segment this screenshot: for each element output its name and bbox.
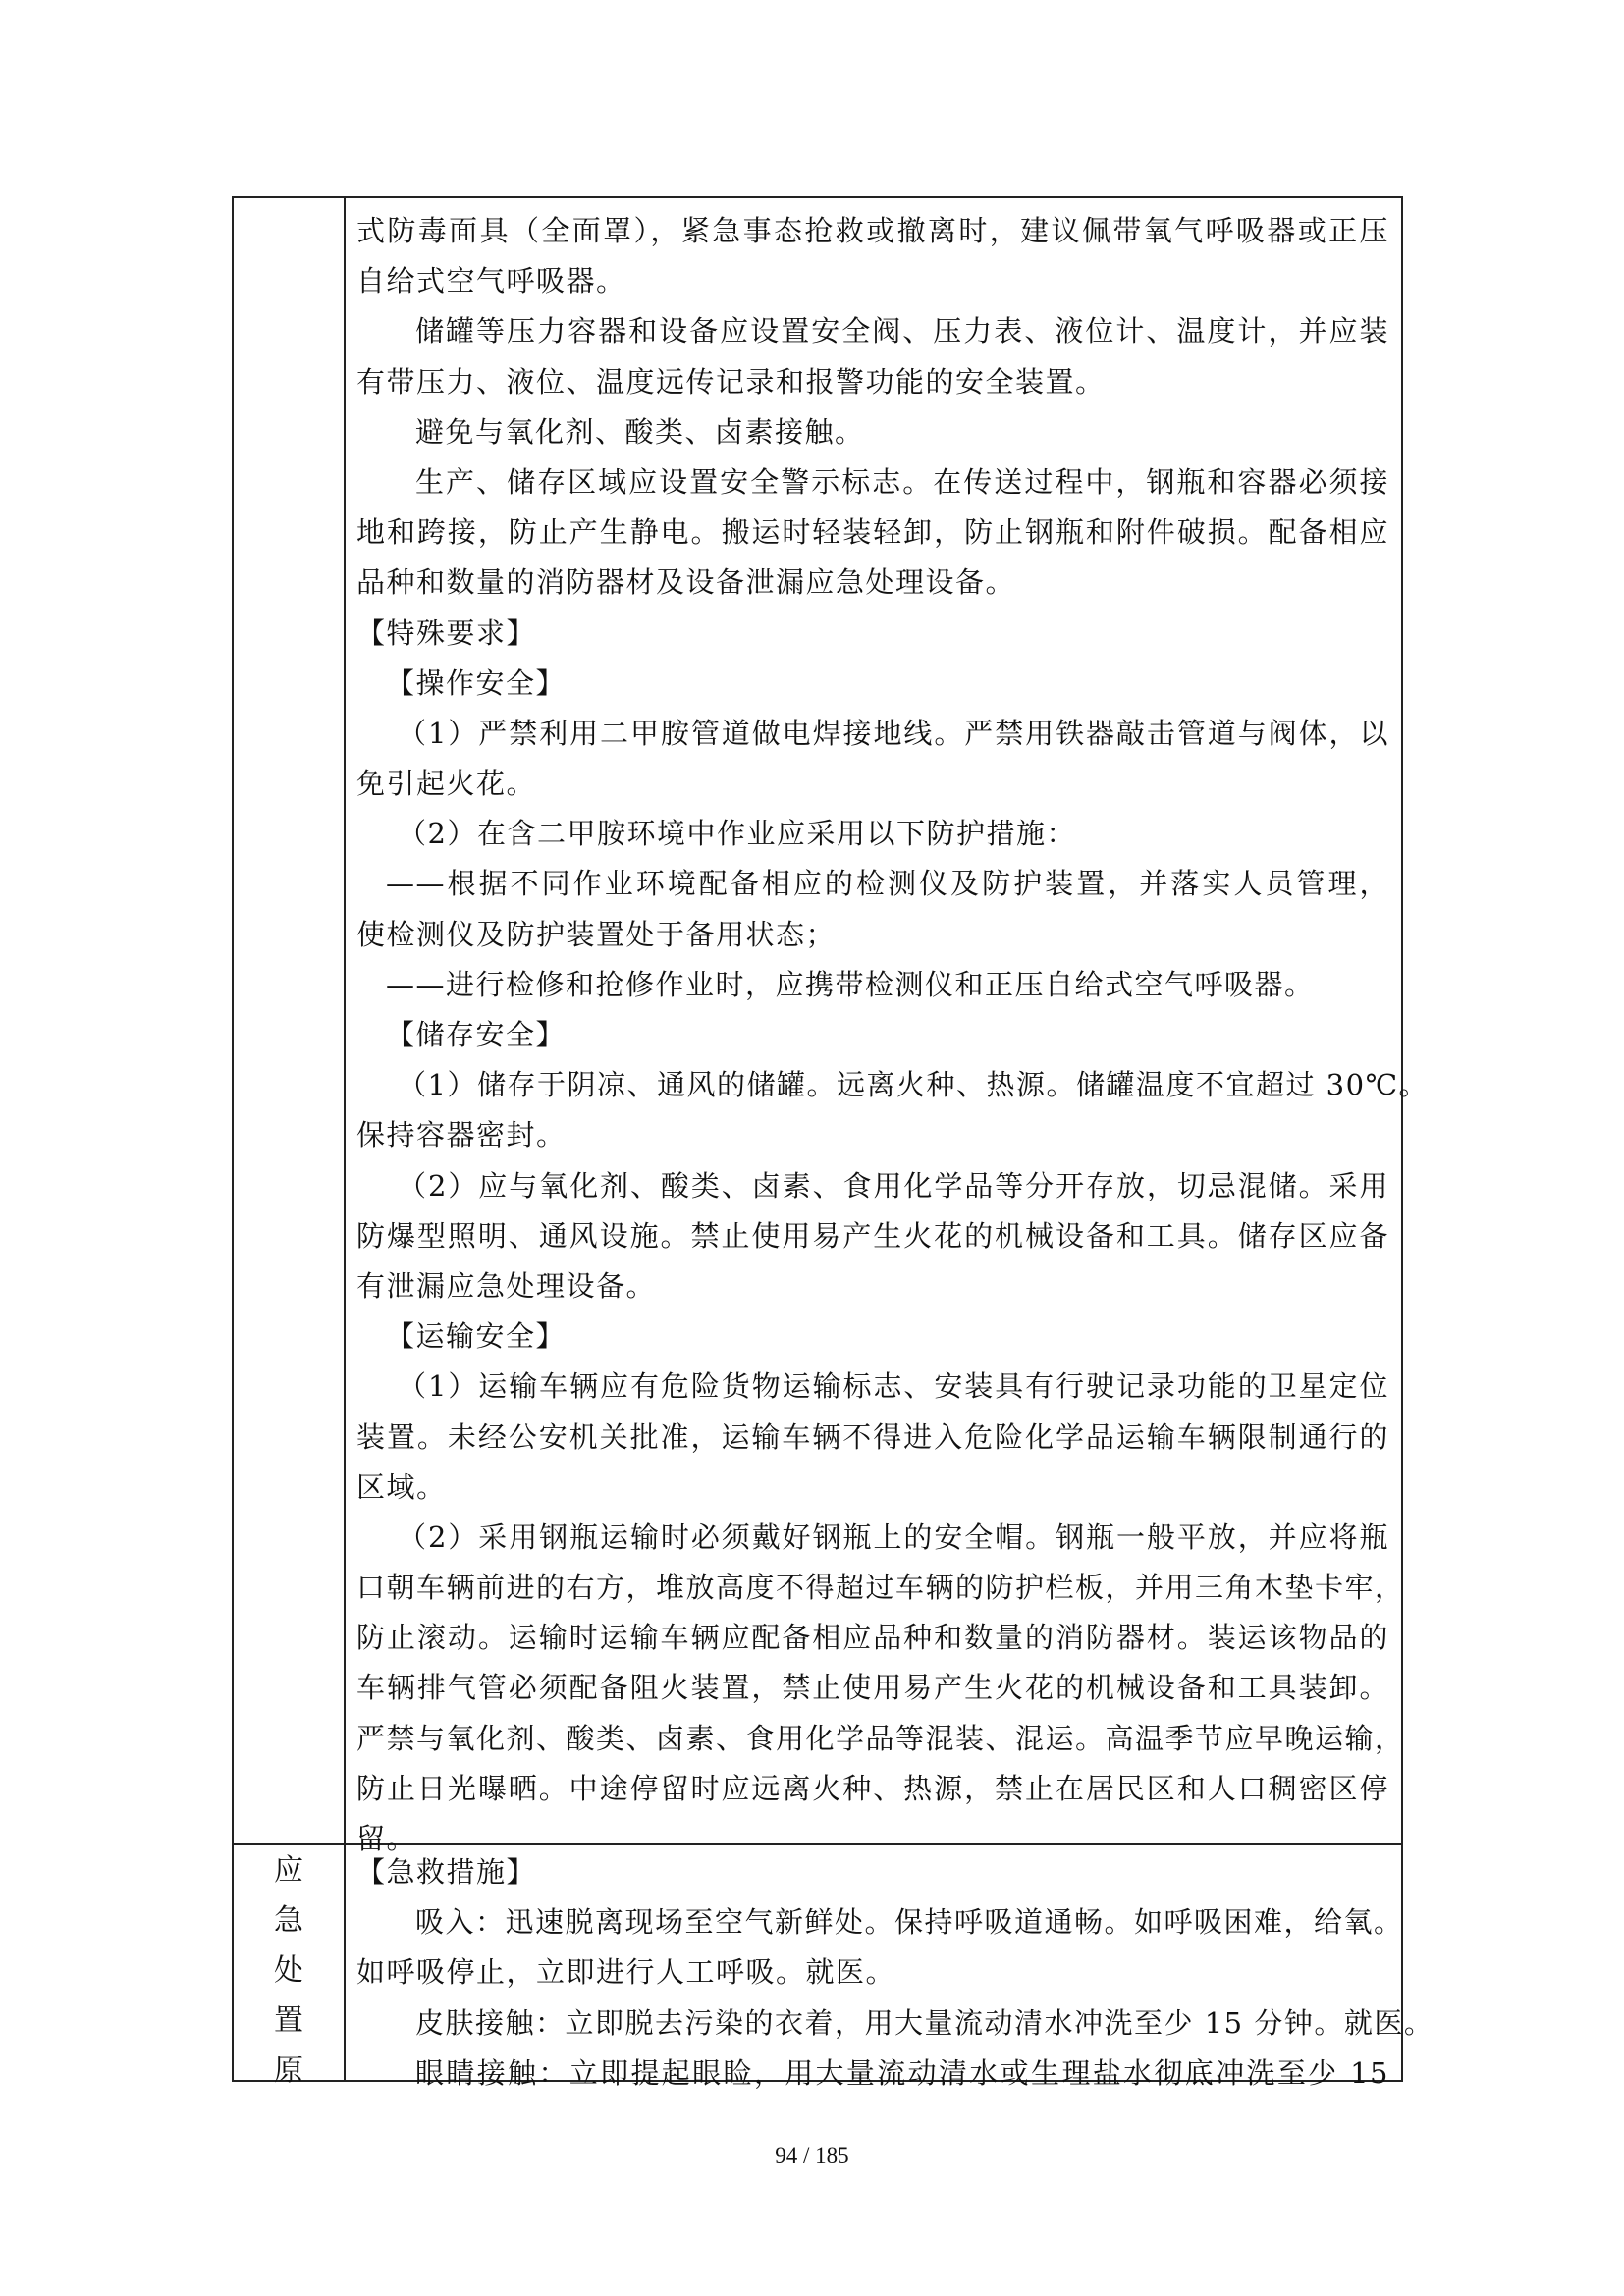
text-line: 吸入：迅速脱离现场至空气新鲜处。保持呼吸道通畅。如呼吸困难，给氧。 — [415, 1905, 1404, 1940]
text-line: 储罐等压力容器和设备应设置安全阀、压力表、液位计、温度计，并应装 — [415, 314, 1389, 348]
text-line: 如呼吸停止，立即进行人工呼吸。就医。 — [356, 1955, 896, 1990]
label-char: 处 — [274, 1953, 303, 1988]
text-line: （1）运输车辆应有危险货物运输标志、安装具有行驶记录功能的卫星定位 — [398, 1369, 1389, 1404]
emergency-label-cell — [234, 1845, 344, 2096]
text-line: （2）在含二甲胺环境中作业应采用以下防护措施： — [398, 817, 1076, 851]
text-line: 生产、储存区域应设置安全警示标志。在传送过程中，钢瓶和容器必须接 — [415, 464, 1389, 499]
text-line: （1）严禁利用二甲胺管道做电焊接地线。严禁用铁器敲击管道与阀体，以 — [398, 716, 1389, 750]
text-line: 防爆型照明、通风设施。禁止使用易产生火花的机械设备和工具。储存区应备 — [356, 1218, 1389, 1253]
text-line: （2）应与氧化剂、酸类、卤素、食用化学品等分开存放，切忌混储。采用 — [398, 1168, 1389, 1202]
column-divider — [344, 198, 346, 2080]
text-line: 式防毒面具（全面罩），紧急事态抢救或撤离时，建议佩带氧气呼吸器或正压 — [356, 214, 1389, 247]
page-number: 94 / 185 — [775, 2143, 849, 2167]
text-line: 皮肤接触：立即脱去污染的衣着，用大量流动清水冲洗至少 15 分钟。就医。 — [415, 2005, 1435, 2040]
label-char: 急 — [274, 1903, 303, 1938]
text-line: 防止日光曝晒。中途停留时应远离火种、热源，禁止在居民区和人口稠密区停 — [356, 1771, 1389, 1805]
emergency-measures-cell — [356, 1847, 1435, 2099]
text-line: 地和跨接，防止产生静电。搬运时轻装轻卸，防止钢瓶和附件破损。配备相应 — [356, 515, 1389, 550]
text-line: 品种和数量的消防器材及设备泄漏应急处理设备。 — [356, 565, 1016, 600]
text-line: 自给式空气呼吸器。 — [356, 264, 626, 298]
text-line: ——进行检修和抢修作业时，应携带检测仪和正压自给式空气呼吸器。 — [386, 967, 1315, 1001]
text-line: 避免与氧化剂、酸类、卤素接触。 — [415, 414, 865, 449]
text-line: 有带压力、液位、温度远传记录和报警功能的安全装置。 — [356, 364, 1106, 399]
text-line: 留。 — [356, 1822, 417, 1855]
text-line: 【特殊要求】 — [356, 615, 537, 650]
text-line: 防止滚动。运输时运输车辆应配备相应品种和数量的消防器材。装运该物品的 — [356, 1621, 1389, 1655]
text-line: 眼睛接触：立即提起眼睑，用大量流动清水或生理盐水彻底冲洗至少 15 — [415, 2056, 1389, 2090]
text-line: （1）储存于阴凉、通风的储罐。远离火种、热源。储罐温度不宜超过 30℃。 — [398, 1068, 1430, 1102]
text-line: 【储存安全】 — [386, 1018, 567, 1051]
text-line: 【运输安全】 — [386, 1319, 567, 1354]
text-line: 区域。 — [356, 1469, 447, 1504]
content-table — [232, 196, 1435, 2090]
text-line: 口朝车辆前进的右方，堆放高度不得超过车辆的防护栏板，并用三角木垫卡牢， — [356, 1571, 1405, 1605]
text-line: 有泄漏应急处理设备。 — [356, 1268, 657, 1303]
text-line: 使检测仪及防护装置处于备用状态； — [356, 917, 837, 951]
text-line: ——根据不同作业环境配备相应的检测仪及防护装置，并落实人员管理， — [386, 867, 1389, 901]
label-char: 置 — [274, 2003, 303, 2038]
text-line: 免引起火花。 — [356, 767, 537, 801]
text-line: 【急救措施】 — [356, 1855, 537, 1889]
text-line: 保持容器密封。 — [356, 1118, 567, 1152]
text-line: （2）采用钢瓶运输时必须戴好钢瓶上的安全帽。钢瓶一般平放，并应将瓶 — [398, 1520, 1389, 1554]
text-line: 严禁与氧化剂、酸类、卤素、食用化学品等混装、混运。高温季节应早晚运输， — [356, 1721, 1405, 1755]
text-line: 装置。未经公安机关批准，运输车辆不得进入危险化学品运输车辆限制通行的 — [356, 1419, 1389, 1454]
label-char: 原 — [274, 2054, 303, 2088]
label-char: 应 — [274, 1853, 303, 1888]
storage-requirements-cell — [356, 206, 1430, 1864]
text-line: 车辆排气管必须配备阻火装置，禁止使用易产生火花的机械设备和工具装卸。 — [356, 1671, 1389, 1705]
text-line: 【操作安全】 — [386, 666, 567, 700]
